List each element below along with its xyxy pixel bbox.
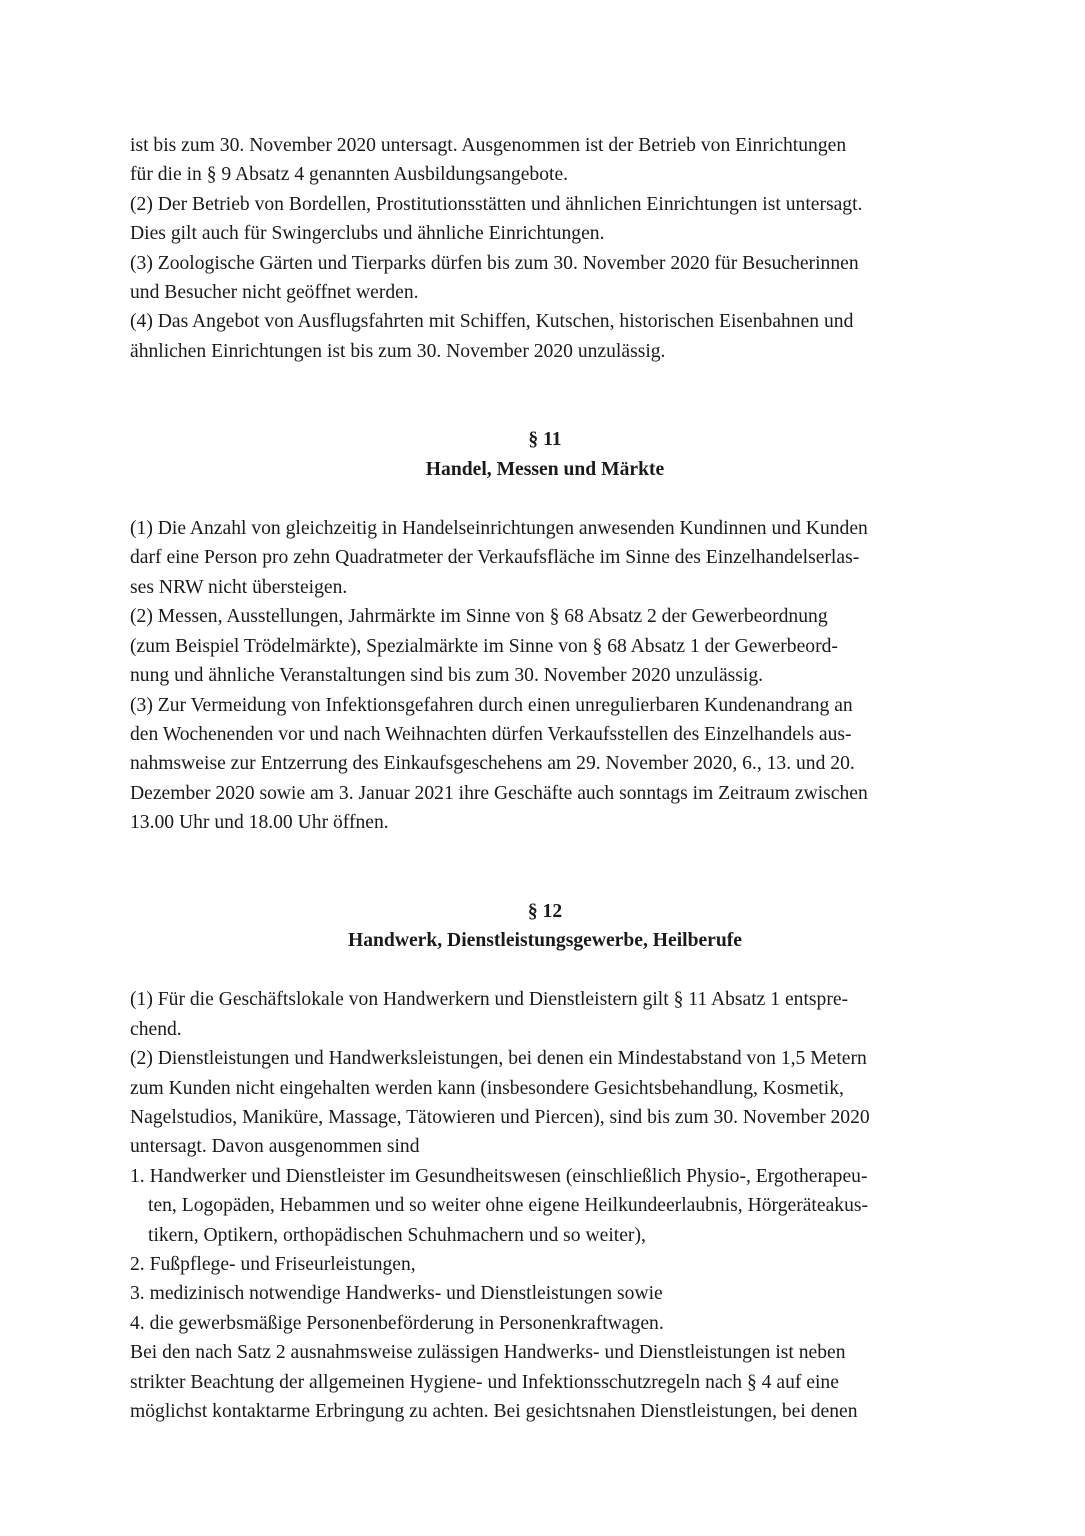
- section-11-title: Handel, Messen und Märkte: [425, 458, 665, 480]
- text-line: (2) Der Betrieb von Bordellen, Prostitutionsstätten und ähnlichen Einrichtungen ist untersagt.: [130, 193, 863, 215]
- text-line: den Wochenenden vor und nach Weihnachten dürfen Verkaufsstellen des Einzelhandels aus-: [130, 723, 852, 745]
- text-line: (1) Die Anzahl von gleichzeitig in Handelseinrichtungen anwesenden Kundinnen und Kunden: [130, 518, 868, 540]
- text-line: Nagelstudios, Maniküre, Massage, Tätowieren und Piercen), sind bis zum 30. November 2020: [130, 1106, 870, 1128]
- text-line: 13.00 Uhr und 18.00 Uhr öffnen.: [130, 812, 389, 834]
- text-line: strikter Beachtung der allgemeinen Hygiene- und Infektionsschutzregeln nach § 4 auf eine: [130, 1371, 839, 1393]
- text-line: darf eine Person pro zehn Quadratmeter der Verkaufsfläche im Sinne des Einzelhandelserlas-: [130, 547, 860, 569]
- list-item: 1. Handwerker und Dienstleister im Gesundheitswesen (einschließlich Physio-, Ergotherapeu-: [130, 1165, 868, 1187]
- text-line: untersagt. Davon ausgenommen sind: [130, 1136, 420, 1158]
- text-line: (2) Messen, Ausstellungen, Jahrmärkte im Sinne von § 68 Absatz 2 der Gewerbeordnung: [130, 606, 828, 628]
- text-line: chend.: [130, 1018, 182, 1040]
- intro-section: [130, 131, 960, 366]
- section-12-number: § 12: [527, 900, 563, 922]
- text-line: (1) Für die Geschäftslokale von Handwerkern und Dienstleistern gilt § 11 Absatz 1 entspre-: [130, 989, 849, 1011]
- text-line: (3) Zur Vermeidung von Infektionsgefahren durch einen unregulierbaren Kundenandrang an: [130, 694, 853, 716]
- list-item-continuation: ten, Logopäden, Hebammen und so weiter ohne eigene Heilkundeerlaubnis, Hörgeräteakus-: [148, 1195, 869, 1217]
- list-item-continuation: tikern, Optikern, orthopädischen Schuhmachern und so weiter),: [148, 1224, 646, 1246]
- list-item: 3. medizinisch notwendige Handwerks- und Dienstleistungen sowie: [130, 1283, 663, 1305]
- section-12-title: Handwerk, Dienstleistungsgewerbe, Heilberufe: [347, 929, 743, 951]
- text-line: nung und ähnliche Veranstaltungen sind bis zum 30. November 2020 unzulässig.: [130, 665, 764, 687]
- document-page: [130, 131, 960, 1426]
- section-11-number: § 11: [528, 429, 562, 451]
- text-line: Bei den nach Satz 2 ausnahmsweise zulässigen Handwerks- und Dienstleistungen ist neben: [130, 1342, 846, 1364]
- text-line: ist bis zum 30. November 2020 untersagt. Ausgenommen ist der Betrieb von Einrichtungen: [130, 135, 847, 156]
- list-item: 4. die gewerbsmäßige Personenbeförderung in Personenkraftwagen.: [130, 1312, 664, 1334]
- text-line: (4) Das Angebot von Ausflugsfahrten mit Schiffen, Kutschen, historischen Eisenbahnen und: [130, 311, 854, 333]
- text-line: ähnlichen Einrichtungen ist bis zum 30. November 2020 unzulässig.: [130, 340, 666, 362]
- text-line: ses NRW nicht übersteigen.: [130, 576, 348, 598]
- text-line: nahmsweise zur Entzerrung des Einkaufsgeschehens am 29. November 2020, 6., 13. und 20.: [130, 753, 855, 775]
- section-11: [130, 425, 960, 837]
- text-line: Dies gilt auch für Swingerclubs und ähnliche Einrichtungen.: [130, 223, 605, 245]
- text-line: Dezember 2020 sowie am 3. Januar 2021 ihre Geschäfte auch sonntags im Zeitraum zwischen: [130, 782, 868, 804]
- text-line: (3) Zoologische Gärten und Tierparks dürfen bis zum 30. November 2020 für Besucherinnen: [130, 252, 859, 274]
- text-line: möglichst kontaktarme Erbringung zu achten. Bei gesichtsnahen Dienstleistungen, bei denen: [130, 1401, 858, 1423]
- text-line: und Besucher nicht geöffnet werden.: [130, 282, 419, 304]
- text-line: (2) Dienstleistungen und Handwerksleistungen, bei denen ein Mindestabstand von 1,5 Metern: [130, 1048, 867, 1070]
- text-line: zum Kunden nicht eingehalten werden kann (insbesondere Gesichtsbehandlung, Kosmetik,: [130, 1077, 844, 1099]
- text-line: für die in § 9 Absatz 4 genannten Ausbildungsangebote.: [130, 164, 569, 186]
- text-line: (zum Beispiel Trödelmärkte), Spezialmärkte im Sinne von § 68 Absatz 1 der Gewerbeord-: [130, 635, 838, 657]
- list-item: 2. Fußpflege- und Friseurleistungen,: [130, 1254, 416, 1275]
- section-12: [130, 897, 960, 1427]
